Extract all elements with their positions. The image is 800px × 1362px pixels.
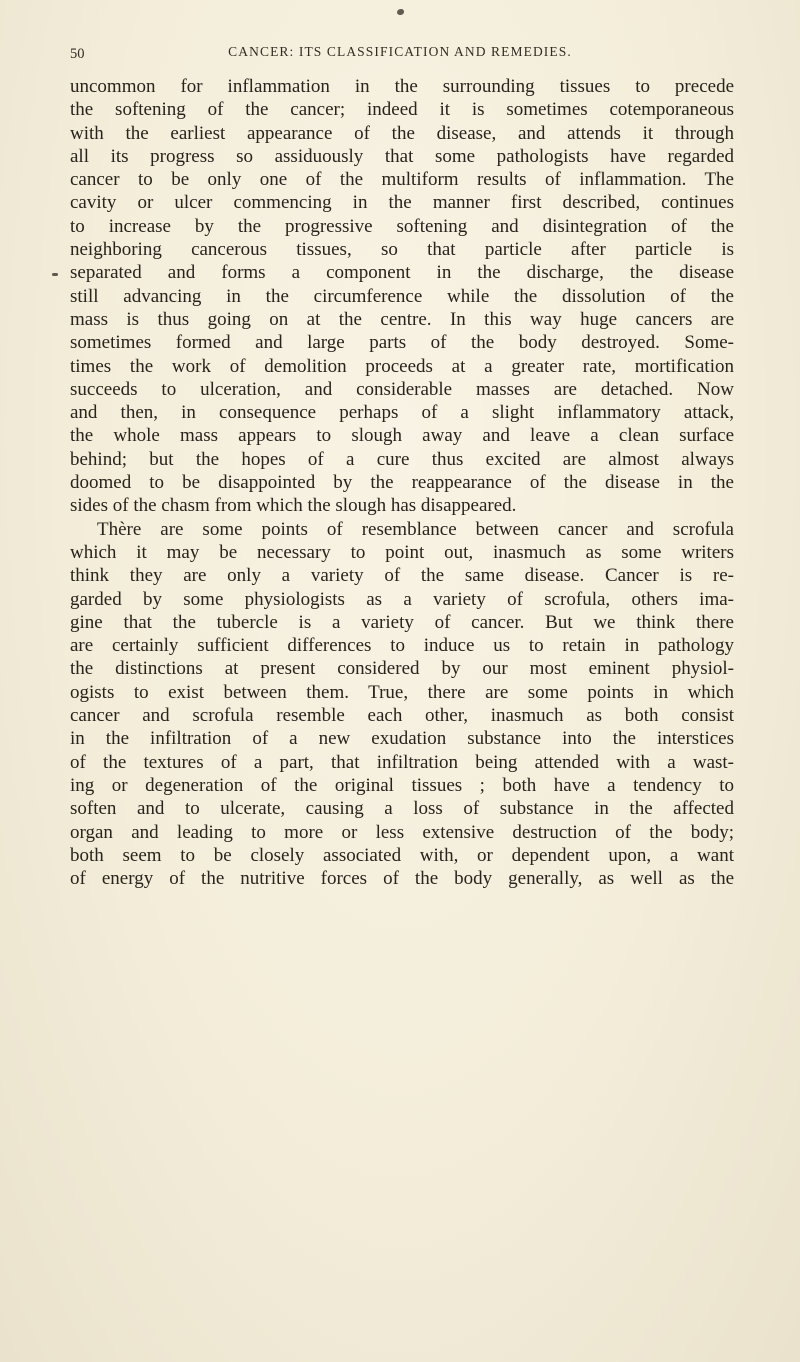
text-line: separated and forms a component in the discharge, the disease xyxy=(70,261,734,284)
text-line: succeeds to ulceration, and considerable masses are detached. Now xyxy=(70,378,734,400)
text-line: think they are only a variety of the same disease. Cancer is re- xyxy=(70,565,734,587)
text-line: still advancing in the circumference while the dissolution of the xyxy=(70,285,734,307)
text-line: mass is thus going on at the centre. In this way huge cancers are xyxy=(70,308,734,330)
text-line: of the textures of a part, that infiltration being attended with a wast- xyxy=(70,751,734,773)
margin-mark xyxy=(52,273,58,276)
text-line: to increase by the progressive softening and disintegration of the xyxy=(70,215,734,237)
text-line: cancer and scrofula resemble each other, inasmuch as both consist xyxy=(70,705,734,727)
text-line: in the infiltration of a new exudation substance into the interstices xyxy=(70,728,734,750)
text-line: which it may be necessary to point out, inasmuch as some writers xyxy=(70,541,734,563)
text-line: are certainly sufficient differences to induce us to retain in pathology xyxy=(70,635,734,657)
text-line: the whole mass appears to slough away and leave a clean surface xyxy=(70,425,734,447)
text-line: of energy of the nutritive forces of the body generally, as well as the xyxy=(70,868,734,890)
running-header: CANCER: ITS CLASSIFICATION AND REMEDIES. xyxy=(228,44,572,59)
text-line: sometimes formed and large parts of the body destroyed. Some- xyxy=(70,332,734,354)
text-line: and then, in consequence perhaps of a slight inflammatory attack, xyxy=(70,402,734,424)
text-line: cavity or ulcer commencing in the manner first described, continues xyxy=(70,192,734,214)
text-line: organ and leading to more or less extensive destruction of the body; xyxy=(70,821,734,843)
text-line: the distinctions at present considered by our most eminent physiol- xyxy=(70,658,734,680)
text-line: ing or degeneration of the original tissues ; both have a tendency to xyxy=(70,774,734,796)
text-line: with the earliest appearance of the disease, and attends it through xyxy=(70,122,734,144)
page-body xyxy=(70,75,734,890)
page-header xyxy=(70,0,730,60)
text-line: the softening of the cancer; indeed it is sometimes cotemporaneous xyxy=(70,99,734,121)
text-line: sides of the chasm from which the slough has disappeared. xyxy=(70,495,517,517)
text-line: uncommon for inflammation in the surrounding tissues to precede xyxy=(70,76,734,97)
text-line: cancer to be only one of the multiform results of inflammation. The xyxy=(70,169,734,191)
text-line: gine that the tubercle is a variety of cancer. But we think there xyxy=(70,611,734,633)
text-line: times the work of demolition proceeds at a greater rate, mortification xyxy=(70,355,734,377)
text-line: neighboring cancerous tissues, so that particle after particle is xyxy=(70,239,734,261)
text-line: doomed to be disappointed by the reappearance of the disease in the xyxy=(70,472,734,494)
paragraph xyxy=(70,518,734,891)
paragraph xyxy=(70,75,734,518)
text-line: Thère are some points of resemblance between cancer and scrofula xyxy=(97,518,734,540)
text-line: soften and to ulcerate, causing a loss of substance in the affected xyxy=(70,798,734,820)
text-line: all its progress so assiduously that some pathologists have regarded xyxy=(70,145,734,167)
text-line: ogists to exist between them. True, there are some points in which xyxy=(70,681,734,703)
text-line: garded by some physiologists as a variety of scrofula, others ima- xyxy=(70,588,734,610)
text-line: behind; but the hopes of a cure thus excited are almost always xyxy=(70,448,734,470)
page-number: 50 xyxy=(70,45,85,62)
text-line: both seem to be closely associated with, or dependent upon, a want xyxy=(70,844,734,866)
